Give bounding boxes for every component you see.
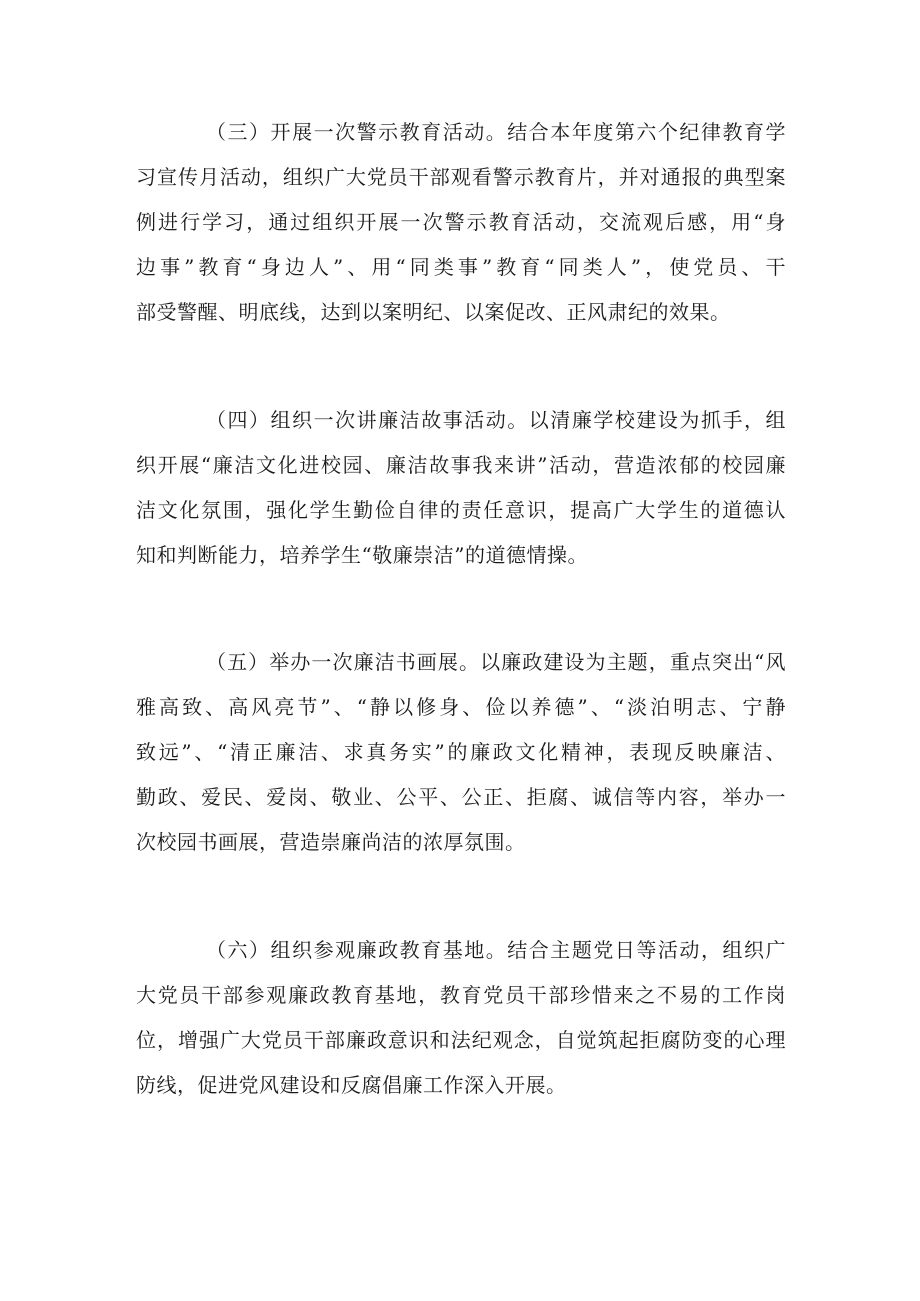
paragraph-line: （五）举办一次廉洁书画展。以廉政建设为主题，重点突出“风 <box>206 650 786 674</box>
paragraph-line: 勤政、爱民、爱岗、敬业、公平、公正、拒腐、诚信等内容，举办一 <box>136 785 786 809</box>
paragraph-line: 知和判断能力，培养学生“敬廉崇洁”的道德情操。 <box>136 543 588 567</box>
paragraph-line: 次校园书画展，营造崇廉尚洁的浓厚氛围。 <box>136 830 526 854</box>
paragraph-line: 雅高致、高风亮节”、“静以修身、俭以养德”、“淡泊明志、宁静 <box>136 695 786 719</box>
paragraph-education-base-visit <box>136 928 786 1108</box>
paragraph-calligraphy-exhibition <box>136 640 786 865</box>
paragraph-line: 习宣传月活动，组织广大党员干部观看警示教育片，并对通报的典型案 <box>136 165 786 189</box>
paragraph-line: 例进行学习，通过组织开展一次警示教育活动，交流观后感，用“身 <box>136 210 786 234</box>
paragraph-line: 位，增强广大党员干部廉政意识和法纪观念，自觉筑起拒腐防变的心理 <box>136 1028 786 1052</box>
paragraph-line: 致远”、“清正廉洁、求真务实”的廉政文化精神，表现反映廉洁、 <box>136 740 786 764</box>
paragraph-line: 部受警醒、明底线，达到以案明纪、以案促改、正风肃纪的效果。 <box>136 300 731 324</box>
paragraph-warning-education <box>136 110 786 335</box>
paragraph-line: 织开展“廉洁文化进校园、廉洁故事我来讲”活动，营造浓郁的校园廉 <box>136 453 786 477</box>
paragraph-line: 防线，促进党风建设和反腐倡廉工作深入开展。 <box>136 1073 567 1097</box>
paragraph-line: 大党员干部参观廉政教育基地，教育党员干部珍惜来之不易的工作岗 <box>136 983 786 1007</box>
paragraph-integrity-stories <box>136 398 786 578</box>
paragraph-line: 边事”教育“身边人”、用“同类事”教育“同类人”，使党员、干 <box>136 255 786 279</box>
paragraph-line: （三）开展一次警示教育活动。结合本年度第六个纪律教育学 <box>206 120 786 144</box>
paragraph-line: 洁文化氛围，强化学生勤俭自律的责任意识，提高广大学生的道德认 <box>136 498 786 522</box>
paragraph-line: （四）组织一次讲廉洁故事活动。以清廉学校建设为抓手，组 <box>206 408 786 432</box>
paragraph-line: （六）组织参观廉政教育基地。结合主题党日等活动，组织广 <box>206 938 786 962</box>
